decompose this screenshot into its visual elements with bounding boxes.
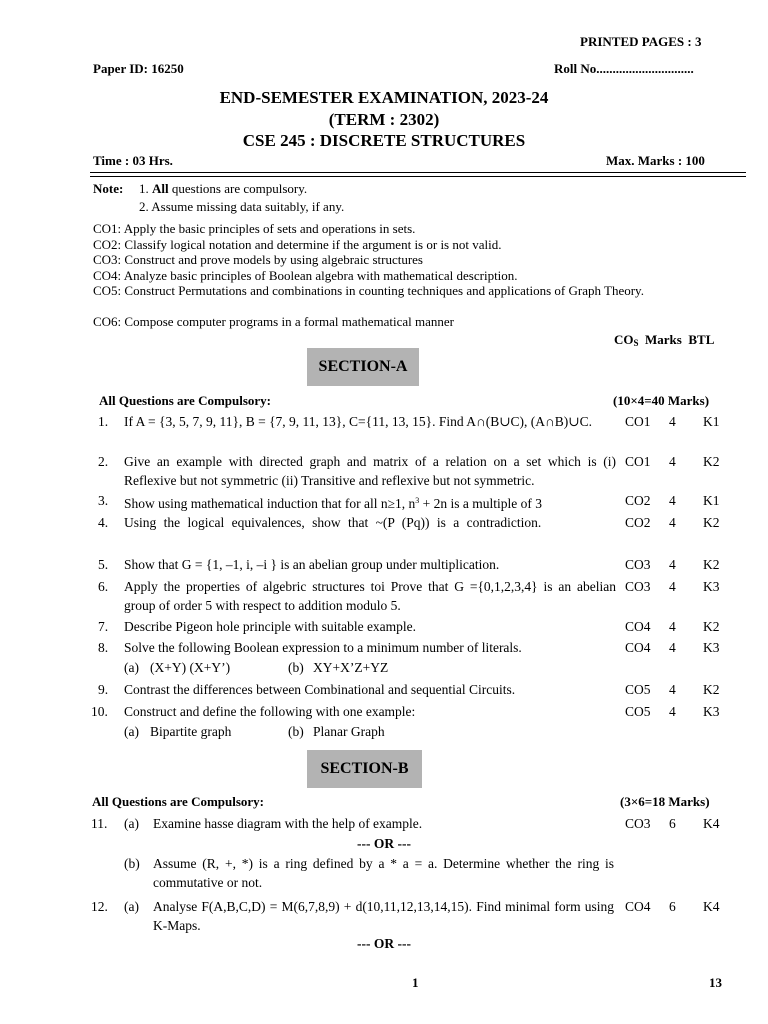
question-co: CO3 (625, 816, 651, 831)
question-number: 4. (98, 515, 109, 530)
question-number: 2. (98, 454, 109, 469)
exam-term: (TERM : 2302) (328, 110, 440, 129)
question-text: Analyse F(A,B,C,D) = M(6,7,8,9) + d(10,11,12,13,14,15). Find minimal form using K-Maps. (153, 899, 614, 933)
question-btl: K3 (703, 579, 720, 594)
header-rule-bottom (90, 176, 746, 177)
course-outcome: CO6: Compose computer programs in a formal mathematical manner (93, 314, 455, 329)
question-marks: 6 (669, 899, 676, 914)
or-separator: --- OR --- (357, 836, 411, 851)
question-text: Assume (R, +, *) is a ring defined by a * a = a. Determine whether the ring is commutative or not. (153, 856, 614, 890)
note-number: 2. (139, 199, 149, 214)
note-emphasis: All (152, 181, 169, 196)
question-btl: K2 (703, 515, 720, 530)
question-marks: 4 (669, 454, 676, 469)
course-outcome: CO4: Analyze basic principles of Boolean algebra with mathematical description. (93, 268, 518, 283)
question-co: CO4 (625, 899, 651, 914)
question-text: Contrast the differences between Combinational and sequential Circuits. (124, 682, 516, 697)
sub-part-label: (b) (288, 724, 304, 739)
question-co: CO5 (625, 704, 651, 719)
question-btl: K1 (703, 414, 720, 429)
course-outcome: CO2: Classify logical notation and determine if the argument is or is not valid. (93, 237, 502, 252)
question-co: CO5 (625, 682, 651, 697)
question-marks: 4 (669, 515, 676, 530)
question-marks: 4 (669, 557, 676, 572)
co-column-header: $CO_S$ (614, 332, 639, 348)
question-number: 9. (98, 682, 109, 697)
question-number: 1. (98, 414, 109, 429)
question-btl: K2 (703, 454, 720, 469)
question-text: Using the logical equivalences, show that ~(P (Pq)) is a contradiction. (124, 515, 542, 530)
question-co: CO3 (625, 579, 651, 594)
question-co: CO3 (625, 557, 651, 572)
note-label: Note: (93, 181, 124, 196)
page-code: 13 (709, 975, 722, 990)
question-text: If A = {3, 5, 7, 9, 11}, B = {7, 9, 11, 13}, C={11, 13, 15}. Find A∩(B∪C), (A∩B)∪C. (124, 414, 592, 429)
course-outcome: CO1: Apply the basic principles of sets and operations in sets. (93, 221, 416, 236)
question-marks: 4 (669, 619, 676, 634)
sub-part-label: (b) (288, 660, 304, 675)
question-co: CO1 (625, 454, 651, 469)
question-text: Construct and define the following with one example: (124, 704, 416, 719)
question-marks: 4 (669, 579, 676, 594)
question-btl: K4 (703, 899, 720, 914)
question-btl: K1 (703, 493, 720, 508)
question-marks: 4 (669, 414, 676, 429)
sub-part-label: (a) (124, 660, 139, 675)
question-text: Describe Pigeon hole principle with suitable example. (124, 619, 417, 634)
max-marks: Max. Marks : 100 (606, 153, 705, 168)
question-co: CO2 (625, 493, 651, 508)
note-number: 1. (139, 181, 149, 196)
question-co: CO4 (625, 640, 651, 655)
note-text: questions are compulsory. (168, 181, 308, 196)
course-title: CSE 245 : DISCRETE STRUCTURES (242, 131, 526, 150)
question-text: Give an example with directed graph and matrix of a relation on a set which is (i) Reflexive but not symmetric (ii) Transitive and reflexive but not symmetric. (124, 454, 616, 488)
roll-no: Roll No.............................. (554, 61, 694, 76)
question-text: Apply the properties of algebric structures toi Prove that G ={0,1,2,3,4} is an abelian group of order 5 with respect to addition modulo 5. (124, 579, 616, 613)
section-b-heading: SECTION-B (307, 750, 422, 788)
sub-part-text: Bipartite graph (150, 724, 232, 739)
question-number: 6. (98, 579, 109, 594)
question-number: 11. (91, 816, 108, 831)
question-marks: 4 (669, 704, 676, 719)
section-a-marks: (10×4=40 Marks) (613, 393, 710, 408)
sub-part-text: (X+Y) (X+Y’) (150, 660, 231, 675)
question-text: Examine hasse diagram with the help of example. (153, 816, 423, 831)
question-marks: 4 (669, 682, 676, 697)
question-marks: 4 (669, 493, 676, 508)
question-marks: 4 (669, 640, 676, 655)
part-label: (a) (124, 816, 139, 831)
sub-part-label: (a) (124, 724, 139, 739)
question-number: 3. (98, 493, 109, 508)
page-number: 1 (412, 975, 419, 990)
question-co: CO2 (625, 515, 651, 530)
note-text: Assume missing data suitably, if any. (151, 199, 345, 214)
question-co: CO4 (625, 619, 651, 634)
paper-id: Paper ID: 16250 (93, 61, 184, 76)
part-label: (a) (124, 899, 139, 914)
question-number: 12. (91, 899, 108, 914)
section-a-instruction: All Questions are Compulsory: (99, 393, 272, 408)
exam-time: Time : 03 Hrs. (93, 153, 173, 168)
section-a-heading: SECTION-A (307, 348, 419, 386)
question-co: CO1 (625, 414, 651, 429)
question-btl: K2 (703, 619, 720, 634)
question-marks: 6 (669, 816, 676, 831)
question-text: Show that G = {1, –1, i, –i } is an abelian group under multiplication. (124, 557, 500, 572)
marks-column-header: Marks (645, 332, 682, 347)
course-outcome: CO3: Construct and prove models by using algebraic structures (93, 252, 423, 267)
question-btl: K2 (703, 557, 720, 572)
course-outcome: CO5: Construct Permutations and combinations in counting techniques and applications of Graph Theory. (93, 283, 644, 298)
printed-pages: PRINTED PAGES : 3 (580, 34, 702, 49)
sub-part-text: Planar Graph (313, 724, 385, 739)
question-number: 7. (98, 619, 109, 634)
or-separator: --- OR --- (357, 936, 411, 951)
sub-part-text: XY+X’Z+YZ (313, 660, 389, 675)
part-label: (b) (124, 856, 140, 871)
question-number: 8. (98, 640, 109, 655)
question-btl: K3 (703, 704, 720, 719)
question-text: Solve the following Boolean expression to a minimum number of literals. (124, 640, 522, 655)
question-btl: K4 (703, 816, 720, 831)
note-item-2 (139, 199, 344, 215)
question-number: 10. (91, 704, 108, 719)
exam-title: END-SEMESTER EXAMINATION, 2023-24 (219, 88, 549, 107)
column-headers (614, 332, 714, 348)
section-b-marks: (3×6=18 Marks) (620, 794, 710, 809)
question-number: 5. (98, 557, 109, 572)
question-btl: K3 (703, 640, 720, 655)
question-btl: K2 (703, 682, 720, 697)
header-rule-top (90, 172, 746, 173)
btl-column-header: BTL (688, 332, 715, 347)
section-b-instruction: All Questions are Compulsory: (92, 794, 265, 809)
note-item-1 (139, 181, 307, 197)
question-text: Show using mathematical induction that for all n≥1, $n^3 + 2n$ is a multiple of 3 (124, 496, 542, 511)
